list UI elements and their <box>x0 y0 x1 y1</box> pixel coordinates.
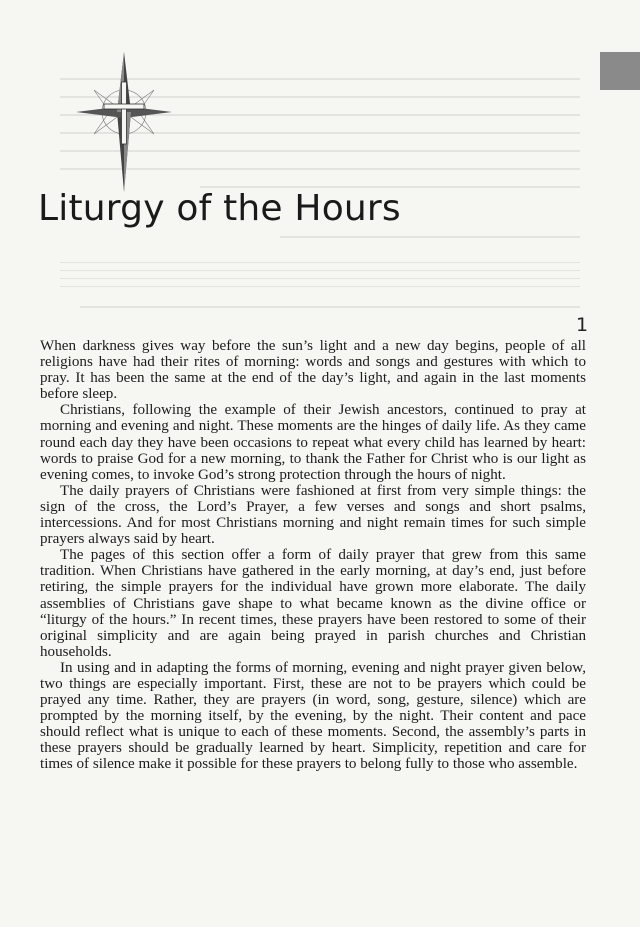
body-text <box>40 338 586 773</box>
compass-star-cross-icon <box>74 52 174 192</box>
paragraph: When darkness gives way before the sun’s light and a new day begins, people of all religions have had their rites of morning: words and songs and gestures with which to pray. It has been the same at the end of the day’s light, and again in the last moments before sleep. <box>40 338 586 403</box>
paragraph: The pages of this section offer a form of daily prayer that grew from this same tradition. When Christians have gathered in the early morning, at day’s end, just before retiring, the simple prayers for the individual have grown more elaborate. The daily assemblies of Christians gave shape to what became known as the divine office or “liturgy of the hours.” In recent times, these prayers have been restored to some of their original simplicity and are again being prayed in parish churches and Christian households. <box>40 547 586 660</box>
paragraph: The daily prayers of Christians were fashioned at first from very simple things: the sign of the cross, the Lord’s Prayer, a few verses and songs and short psalms, intercessions. And for most Christians morning and night remain times for such simple prayers always said by heart. <box>40 482 586 548</box>
page-title: Liturgy of the Hours <box>38 188 401 229</box>
paragraph: Christians, following the example of their Jewish ancestors, continued to pray at morning and evening and night. These moments are the hinges of daily life. As they came round each day they have been occasions to repeat what every child has learned by heart: words to praise God for a new morning, to thank the Father for Christ who is our light as evening comes, to invoke God’s strong protection through the hours of night. <box>40 402 586 483</box>
chapter-tab-marker <box>600 52 640 90</box>
paragraph: In using and in adapting the forms of morning, evening and night prayer given below, two things are especially important. First, these are not to be prayers which could be prayed any time. Rather, they are prayers (in word, song, gesture, silence) which are prompted by the morning itself, by the evening, by the night. Their content and pace should reflect what is unique to each of these moments. Second, the assembly’s parts in these prayers should be gradually learned by heart. Simplicity, repetition and care for times of silence make it possible for these prayers to belong fully to those who assemble. <box>40 659 586 773</box>
section-number: 1 <box>576 314 589 336</box>
